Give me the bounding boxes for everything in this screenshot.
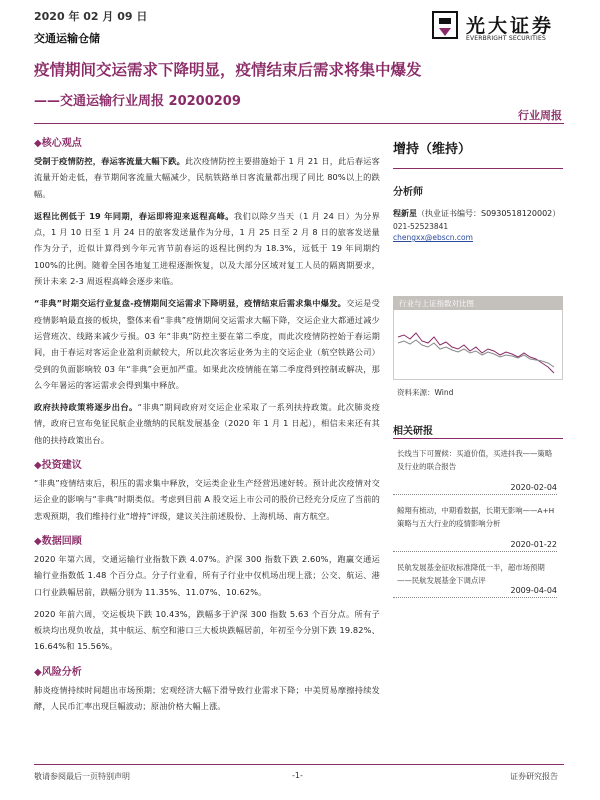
footer-disclaimer: 敬请参阅最后一页特别声明 xyxy=(34,772,130,781)
title-divider xyxy=(34,123,564,124)
related-divider xyxy=(393,438,563,439)
related-date-2: 2020-01-22 xyxy=(393,540,557,552)
chart-title: 行业与上证指数对比图 xyxy=(393,296,563,310)
risk-heading: ◆风险分析 xyxy=(34,666,82,678)
core-heading: ◆核心观点 xyxy=(34,138,82,149)
invest-paragraph: “非典”疫情结束后，积压的需求集中释放，交运类企业生产经营迅速好转。预计此次疫情对交运企业的影响与“非典”时期类似。考虑到目前 A 股交运上市公司的股价已经充分反应了当前的悲观预期，我们维持行业“增持”评级，建议关注前述股份、上海机场、南方航空。 xyxy=(34,478,380,521)
analyst-info xyxy=(393,208,563,219)
analyst-name: 程新星 xyxy=(393,209,417,218)
report-subject: 交通运输仓储 xyxy=(34,32,100,45)
data-heading: ◆数据回顾 xyxy=(34,535,82,547)
core-lead-3: “非典”时期交运行业复盘-疫情期间交运需求下降明显，疫情结束后需求集中爆发。 xyxy=(34,298,347,309)
everbright-logo-icon xyxy=(431,10,459,40)
core-paragraph-4 xyxy=(34,399,380,448)
report-subtitle: ——交通运输行业周报 20200209 xyxy=(34,94,241,109)
analyst-cert: （执业证书编号：S0930518120002） xyxy=(417,209,561,218)
invest-heading: ◆投资建议 xyxy=(34,460,82,472)
data-paragraph-2: 2020 年前六周，交运板块下跌 10.43%，跌幅多于沪深 300 指数 5.63 个百分点。所有子板块均出现负收益，其中航运、航空和港口三大板块跌幅居前，年初至今分别下跌 19.82%、16.64%和 15.56%。 xyxy=(34,608,380,652)
core-paragraph-2 xyxy=(34,208,380,289)
analyst-phone: 021-52523841 xyxy=(393,222,449,231)
report-date: 2020 年 02 月 09 日 xyxy=(34,10,148,23)
related-report-2[interactable]: 鲸翔有梳动，中期看数据，长期无影响——A+H 策略与五大行业的疫情影响分析 xyxy=(397,506,555,528)
core-text-1: 此次疫情防控主要措施始于 1 月 21 日，此后春运客流量开始走低，春节期间客流量大幅减少，民航铁路单日客流量都出现了同比 80%以上的跌幅。 xyxy=(34,156,381,199)
core-lead-2: 返程比例低于 19 年同期，春运即将迎来返程高峰。 xyxy=(34,210,234,221)
core-paragraph-3 xyxy=(34,295,380,393)
related-report-3[interactable]: 民航发展基金征收标准降低一半，超市场预期——民航发展基金下调点评 xyxy=(397,563,545,585)
rating-divider xyxy=(393,168,563,169)
industry-line xyxy=(398,333,554,373)
core-text-4: “非典”期间政府对交运企业采取了一系列扶持政策。此次肺炎疫情，政府已宣布免征民航企业缴纳的民航发展基金（2020 年 1 月 1 日起），相信未来还有其他的扶持政策出台。 xyxy=(34,402,380,445)
analyst-heading: 分析师 xyxy=(393,187,423,198)
risk-paragraph: 肺炎疫情持续时间超出市场预期；宏观经济大幅下滑导致行业需求下降；中美贸易摩擦持续发酵，人民币汇率出现巨幅波动；原油价格大幅上涨。 xyxy=(34,684,380,712)
core-text-2: 我们以除夕当天（1 月 24 日）为分界点，1 月 10 日至 1 月 24 日的旅客发送量作为分母，1 月 25 日至 2 月 8 日的旅客发送量作为分子，近似计算得到今年元宵节前春运的返程比例约为 18.3%，远低于 19 年同期约 100%的比例。随着全国各地复工进程逐渐恢复，以及大部分区域对复工人员的隔离期要求，预计未来 2-3 周返程高峰会逐步来临。 xyxy=(34,210,380,287)
main-content xyxy=(34,128,380,714)
report-title: 疫情期间交运需求下降明显，疫情结束后需求将集中爆发 xyxy=(34,61,422,79)
logo-text: 光大证券 xyxy=(466,15,555,37)
report-type: 行业周报 xyxy=(518,109,562,122)
related-date-1: 2020-02-04 xyxy=(393,483,557,495)
analyst-email[interactable]: chengxx@ebscn.com xyxy=(393,233,473,242)
related-report-1[interactable]: 长线当下可置候：买道价值，买进抖我——策略及行业的联合报告 xyxy=(397,449,553,471)
footer-label: 证券研究报告 xyxy=(510,772,558,781)
page-number: -1- xyxy=(292,771,303,780)
footer-divider xyxy=(34,764,564,765)
rating: 增持（维持） xyxy=(393,142,472,157)
logo-english: EVERBRIGHT SECURITIES xyxy=(466,35,546,42)
related-date-3: 2009-04-04 xyxy=(393,586,557,598)
index-line xyxy=(398,340,554,367)
core-lead-4: 政府扶持政策将逐步出台。 xyxy=(34,402,138,413)
core-lead-1: 受制于疫情防控，春运客流量大幅下跌。 xyxy=(34,156,185,166)
core-paragraph-1 xyxy=(34,153,380,202)
data-paragraph-1: 2020 年第六周，交通运输行业指数下跌 4.07%。沪深 300 指数下跌 2.60%，跑赢交通运输行业指数低 1.48 个百分点。分子行业看，所有子行业中仅机场出现上涨；公交、航运、港口行业跌幅居前，跌幅分别为 11.35%、11.07%、10.62%。 xyxy=(34,553,380,597)
core-text-3: 交运是受疫情影响最直接的板块，整体来看“非典”疫情期间交运需求大幅下降，交运企业大都通过减少运营班次、线路来减少亏损。03 年“非典”防控主要在第二季度，而此次疫情防控始于春运期间，由于春运对客运企业盈利贡献较大，所以此次客运业务为主的交运企业（航空铁路公司）受到的负面影响较 03 年“非典”会更加严重。如果此次疫情能在第二季度得到控制或解决，那么今年暑运的客运需求会得到集中释放。 xyxy=(34,298,380,390)
chart-source: 资料来源：Wind xyxy=(397,388,454,397)
sidebar xyxy=(393,128,563,242)
related-heading: 相关研报 xyxy=(393,426,433,437)
